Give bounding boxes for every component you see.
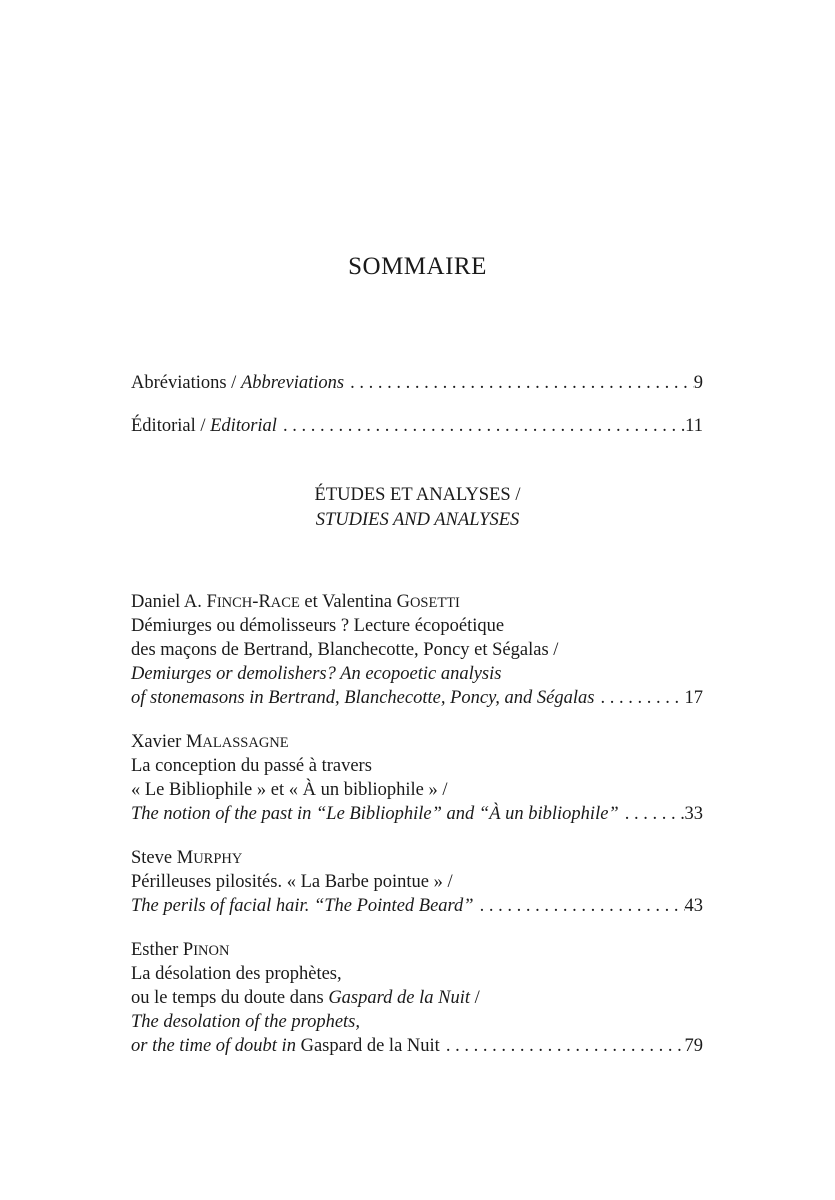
section-heading-french: ÉTUDES ET ANALYSES / [314,485,521,505]
section-heading-english: STUDIES AND ANALYSES [315,510,520,530]
toc-entry-abbreviations[interactable] [131,371,703,395]
leader-dots [440,1034,685,1058]
toc-entry-article-2[interactable] [131,802,703,826]
leader-dots [619,802,685,826]
leader-dots [594,686,684,710]
toc-entry-label-italic: Editorial [210,416,277,436]
article-title-line: Périlleuses pilosités. « La Barbe pointue » / [131,872,453,892]
toc-page-number: 11 [685,416,703,436]
article-title-line-english: The desolation of the prophets, [131,1012,361,1032]
article-title-line: « Le Bibliophile » et « À un bibliophile » / [131,780,448,800]
article-title-line: des maçons de Bertrand, Blanchecotte, Poncy et Ségalas / [131,640,559,660]
page-title: SOMMAIRE [348,253,487,280]
article-title-line-english: The perils of facial hair. “The Pointed Beard” [131,896,474,916]
toc-page-number: 43 [684,896,703,916]
section-heading [0,483,835,533]
toc-entry-label: Éditorial / [131,416,211,436]
article-title-line-english: of stonemasons in Bertrand, Blanchecotte, Poncy, and Ségalas [131,688,595,708]
article-author-line: Esther PINON [131,940,230,960]
leader-dots [474,894,685,918]
toc-entry-article-1[interactable] [131,686,703,710]
leader-dots [344,371,694,395]
toc-page-number: 17 [684,688,703,708]
toc-entry-article-3[interactable] [131,894,703,918]
article-title-line-english: or the time of doubt in Gaspard de la Nuit [131,1036,440,1056]
leader-dots [277,414,685,438]
article-author-line: Daniel A. FINCH-RACE et Valentina GOSETTI [131,592,460,612]
article-author-line: Steve MURPHY [131,848,243,868]
article-title-line: Démiurges ou démolisseurs ? Lecture écopoétique [131,616,505,636]
toc-entry-article-4[interactable] [131,1034,703,1058]
article-title-line-english: The notion of the past in “Le Bibliophile” and “À un bibliophile” [131,804,619,824]
toc-entry-label: Abréviations / [131,373,241,393]
toc-entry-label-italic: Abbreviations [240,373,345,393]
toc-entry-editorial[interactable] [131,414,703,438]
article-title-line: La désolation des prophètes, [131,964,342,984]
article-author-line: Xavier MALASSAGNE [131,732,289,752]
toc-page-number: 9 [693,373,703,393]
toc-page-number: 79 [684,1036,703,1056]
toc-page-number: 33 [684,804,703,824]
article-title-line: ou le temps du doute dans Gaspard de la Nuit / [131,988,480,1008]
article-title-line: La conception du passé à travers [131,756,372,776]
article-title-line-english: Demiurges or demolishers? An ecopoetic analysis [131,664,502,684]
